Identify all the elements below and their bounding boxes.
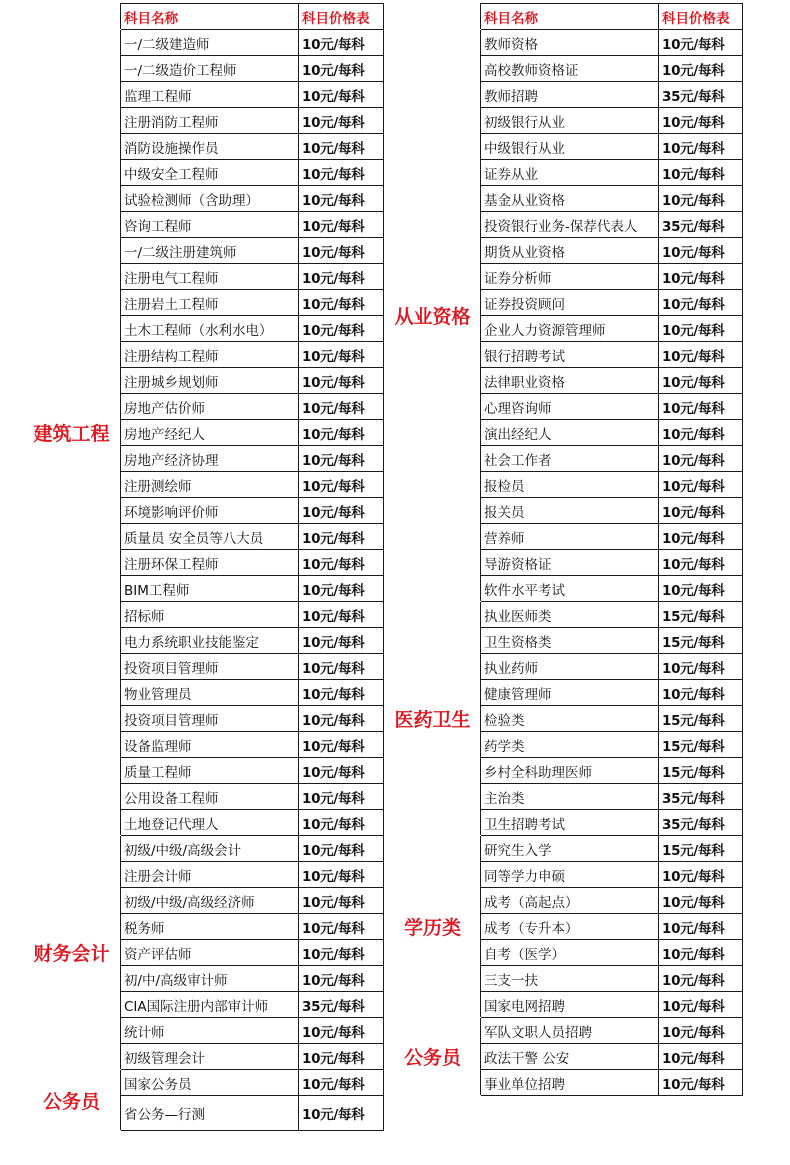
name-column-header: 科目名称: [121, 4, 299, 30]
subject-name: 教师资格: [481, 30, 659, 56]
subject-price: 10元/每科: [659, 940, 743, 966]
subject-name: 初级银行从业: [481, 108, 659, 134]
subject-name: 乡村全科助理医师: [481, 758, 659, 784]
subject-name: 环境影响评价师: [121, 498, 299, 524]
subject-name: 教师招聘: [481, 82, 659, 108]
subject-price: 10元/每科: [659, 498, 743, 524]
subject-price: 15元/每科: [659, 628, 743, 654]
subject-name: 土地登记代理人: [121, 810, 299, 836]
subject-name: 注册测绘师: [121, 472, 299, 498]
subject-price: 10元/每科: [299, 290, 384, 316]
subject-name: 设备监理师: [121, 732, 299, 758]
category-label: 医药卫生: [385, 602, 481, 836]
subject-name: 卫生资格类: [481, 628, 659, 654]
left-price-table: [22, 3, 384, 1131]
subject-price: 35元/每科: [659, 82, 743, 108]
subject-price: 35元/每科: [659, 810, 743, 836]
subject-name: 一/二级造价工程师: [121, 56, 299, 82]
header-row: [23, 4, 384, 30]
subject-price: 10元/每科: [659, 342, 743, 368]
subject-price: 10元/每科: [659, 316, 743, 342]
subject-price: 10元/每科: [299, 1096, 384, 1131]
category-label: 公务员: [385, 1018, 481, 1096]
subject-price: 10元/每科: [299, 1044, 384, 1070]
table-row: [385, 836, 743, 862]
subject-name: 初级/中级/高级经济师: [121, 888, 299, 914]
table-row: [385, 30, 743, 56]
subject-name: 心理咨询师: [481, 394, 659, 420]
subject-name: 软件水平考试: [481, 576, 659, 602]
subject-price: 10元/每科: [659, 394, 743, 420]
table-row: [385, 602, 743, 628]
subject-price: 10元/每科: [659, 108, 743, 134]
subject-name: 社会工作者: [481, 446, 659, 472]
subject-price: 10元/每科: [299, 784, 384, 810]
subject-name: 注册消防工程师: [121, 108, 299, 134]
table-row: [385, 1018, 743, 1044]
name-column-header: 科目名称: [481, 4, 659, 30]
header-blank-cell: [385, 4, 481, 30]
subject-price: 10元/每科: [299, 186, 384, 212]
subject-price: 15元/每科: [659, 602, 743, 628]
subject-name: 法律职业资格: [481, 368, 659, 394]
subject-name: 国家公务员: [121, 1070, 299, 1096]
subject-price: 10元/每科: [659, 654, 743, 680]
subject-price: 10元/每科: [299, 108, 384, 134]
subject-name: 军队文职人员招聘: [481, 1018, 659, 1044]
subject-price: 15元/每科: [659, 758, 743, 784]
price-column-header: 科目价格表: [659, 4, 743, 30]
subject-name: 初/中/高级审计师: [121, 966, 299, 992]
subject-name: 企业人力资源管理师: [481, 316, 659, 342]
header-blank-cell: [23, 4, 121, 30]
subject-price: 10元/每科: [299, 810, 384, 836]
subject-name: 事业单位招聘: [481, 1070, 659, 1096]
subject-price: 10元/每科: [659, 1018, 743, 1044]
subject-name: 自考（医学）: [481, 940, 659, 966]
subject-name: 执业药师: [481, 654, 659, 680]
subject-name: 国家电网招聘: [481, 992, 659, 1018]
subject-name: 房地产估价师: [121, 394, 299, 420]
category-label: 公务员: [23, 1070, 121, 1131]
subject-name: 统计师: [121, 1018, 299, 1044]
subject-price: 10元/每科: [659, 992, 743, 1018]
subject-price: 10元/每科: [659, 160, 743, 186]
subject-name: 电力系统职业技能鉴定: [121, 628, 299, 654]
subject-price: 35元/每科: [659, 784, 743, 810]
subject-price: 10元/每科: [299, 1070, 384, 1096]
subject-name: 导游资格证: [481, 550, 659, 576]
subject-price: 10元/每科: [299, 238, 384, 264]
subject-price: 10元/每科: [299, 56, 384, 82]
right-price-table: [384, 3, 743, 1096]
subject-price: 10元/每科: [299, 706, 384, 732]
price-column-header: 科目价格表: [299, 4, 384, 30]
subject-name: 质量员 安全员等八大员: [121, 524, 299, 550]
subject-name: 成考（高起点）: [481, 888, 659, 914]
subject-name: 注册结构工程师: [121, 342, 299, 368]
subject-price: 15元/每科: [659, 706, 743, 732]
subject-price: 10元/每科: [659, 524, 743, 550]
subject-name: 一/二级注册建筑师: [121, 238, 299, 264]
subject-name: 物业管理员: [121, 680, 299, 706]
subject-price: 10元/每科: [659, 446, 743, 472]
subject-price: 10元/每科: [299, 446, 384, 472]
subject-name: 招标师: [121, 602, 299, 628]
subject-name: 中级银行从业: [481, 134, 659, 160]
subject-price: 10元/每科: [659, 914, 743, 940]
subject-name: 高校教师资格证: [481, 56, 659, 82]
subject-name: 监理工程师: [121, 82, 299, 108]
subject-price: 10元/每科: [659, 238, 743, 264]
subject-price: 10元/每科: [299, 1018, 384, 1044]
subject-price: 10元/每科: [299, 420, 384, 446]
subject-name: 银行招聘考试: [481, 342, 659, 368]
subject-price: 10元/每科: [299, 654, 384, 680]
subject-name: 注册岩土工程师: [121, 290, 299, 316]
subject-price: 10元/每科: [299, 316, 384, 342]
subject-price: 10元/每科: [299, 862, 384, 888]
subject-name: 研究生入学: [481, 836, 659, 862]
subject-price: 10元/每科: [659, 56, 743, 82]
subject-name: 投资银行业务-保荐代表人: [481, 212, 659, 238]
subject-price: 10元/每科: [659, 576, 743, 602]
subject-name: 初级管理会计: [121, 1044, 299, 1070]
subject-name: 房地产经济协理: [121, 446, 299, 472]
subject-price: 15元/每科: [659, 836, 743, 862]
subject-name: 投资项目管理师: [121, 654, 299, 680]
subject-price: 10元/每科: [659, 134, 743, 160]
subject-price: 10元/每科: [659, 966, 743, 992]
subject-price: 10元/每科: [659, 264, 743, 290]
subject-name: 药学类: [481, 732, 659, 758]
subject-name: 证券分析师: [481, 264, 659, 290]
subject-price: 10元/每科: [659, 550, 743, 576]
subject-price: 10元/每科: [299, 940, 384, 966]
subject-price: 10元/每科: [659, 1044, 743, 1070]
table-row: [23, 1070, 384, 1096]
category-label: 从业资格: [385, 30, 481, 602]
subject-name: 试验检测师（含助理）: [121, 186, 299, 212]
subject-price: 10元/每科: [659, 368, 743, 394]
subject-price: 10元/每科: [299, 914, 384, 940]
subject-name: 咨询工程师: [121, 212, 299, 238]
subject-price: 35元/每科: [299, 992, 384, 1018]
subject-name: 注册环保工程师: [121, 550, 299, 576]
subject-name: 报检员: [481, 472, 659, 498]
table-row: [23, 836, 384, 862]
subject-price: 15元/每科: [659, 732, 743, 758]
subject-price: 10元/每科: [299, 368, 384, 394]
subject-price: 10元/每科: [659, 1070, 743, 1096]
subject-price: 10元/每科: [299, 550, 384, 576]
subject-name: CIA国际注册内部审计师: [121, 992, 299, 1018]
subject-price: 10元/每科: [299, 498, 384, 524]
category-label: 建筑工程: [23, 30, 121, 836]
subject-name: 投资项目管理师: [121, 706, 299, 732]
subject-name: 消防设施操作员: [121, 134, 299, 160]
subject-name: 主治类: [481, 784, 659, 810]
subject-name: 营养师: [481, 524, 659, 550]
subject-price: 10元/每科: [299, 134, 384, 160]
subject-name: 基金从业资格: [481, 186, 659, 212]
subject-name: 执业医师类: [481, 602, 659, 628]
subject-price: 10元/每科: [299, 472, 384, 498]
subject-name: 资产评估师: [121, 940, 299, 966]
subject-name: 注册电气工程师: [121, 264, 299, 290]
subject-name: 注册城乡规划师: [121, 368, 299, 394]
subject-price: 10元/每科: [659, 888, 743, 914]
subject-name: 证券从业: [481, 160, 659, 186]
subject-name: 证券投资顾问: [481, 290, 659, 316]
subject-price: 10元/每科: [299, 160, 384, 186]
subject-price: 10元/每科: [659, 186, 743, 212]
subject-name: 检验类: [481, 706, 659, 732]
header-row: [385, 4, 743, 30]
subject-name: 政法干警 公安: [481, 1044, 659, 1070]
table-row: [23, 30, 384, 56]
subject-price: 10元/每科: [299, 524, 384, 550]
subject-name: 注册会计师: [121, 862, 299, 888]
subject-name: 税务师: [121, 914, 299, 940]
subject-name: 房地产经纪人: [121, 420, 299, 446]
subject-name: 报关员: [481, 498, 659, 524]
subject-name: BIM工程师: [121, 576, 299, 602]
category-label: 财务会计: [23, 836, 121, 1070]
subject-price: 10元/每科: [299, 342, 384, 368]
subject-price: 10元/每科: [659, 420, 743, 446]
subject-name: 土木工程师（水利水电）: [121, 316, 299, 342]
subject-price: 10元/每科: [299, 264, 384, 290]
subject-price: 10元/每科: [299, 576, 384, 602]
subject-price: 10元/每科: [299, 602, 384, 628]
subject-price: 10元/每科: [299, 628, 384, 654]
subject-price: 10元/每科: [299, 680, 384, 706]
subject-price: 10元/每科: [659, 680, 743, 706]
subject-name: 演出经纪人: [481, 420, 659, 446]
subject-name: 初级/中级/高级会计: [121, 836, 299, 862]
subject-price: 10元/每科: [659, 472, 743, 498]
subject-price: 10元/每科: [299, 888, 384, 914]
subject-name: 卫生招聘考试: [481, 810, 659, 836]
category-label: 学历类: [385, 836, 481, 1018]
subject-name: 同等学力申硕: [481, 862, 659, 888]
subject-price: 10元/每科: [299, 758, 384, 784]
subject-price: 10元/每科: [299, 966, 384, 992]
subject-name: 成考（专升本）: [481, 914, 659, 940]
subject-price: 10元/每科: [299, 82, 384, 108]
subject-name: 期货从业资格: [481, 238, 659, 264]
subject-name: 省公务—行测: [121, 1096, 299, 1131]
subject-name: 健康管理师: [481, 680, 659, 706]
subject-name: 公用设备工程师: [121, 784, 299, 810]
subject-name: 质量工程师: [121, 758, 299, 784]
subject-name: 中级安全工程师: [121, 160, 299, 186]
subject-price: 10元/每科: [299, 732, 384, 758]
subject-price: 10元/每科: [299, 394, 384, 420]
subject-name: 一/二级建造师: [121, 30, 299, 56]
subject-price: 10元/每科: [299, 212, 384, 238]
subject-price: 10元/每科: [299, 836, 384, 862]
subject-price: 35元/每科: [659, 212, 743, 238]
subject-name: 三支一扶: [481, 966, 659, 992]
subject-price: 10元/每科: [659, 862, 743, 888]
subject-price: 10元/每科: [659, 290, 743, 316]
subject-price: 10元/每科: [299, 30, 384, 56]
subject-price: 10元/每科: [659, 30, 743, 56]
